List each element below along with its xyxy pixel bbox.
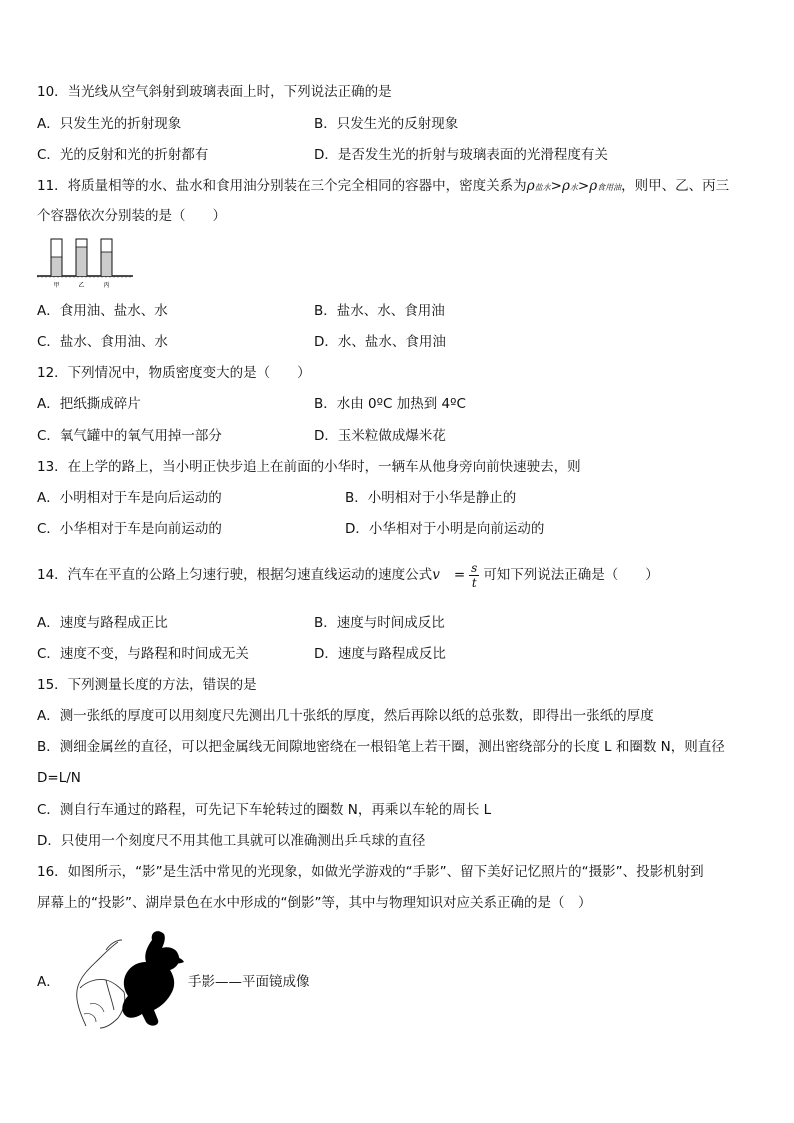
q14-option-a: A．速度与路程成正比 xyxy=(37,615,168,631)
q11-label-jia: 甲 xyxy=(53,282,60,289)
q13-option-d: D．小华相对于小明是向前运动的 xyxy=(345,521,545,537)
q14-stem: 14．汽车在平直的公路上匀速行驶，根据匀速直线运动的速度公式v = $\frac{s}{t}$ 可知下列说法正确是（ ） xyxy=(37,560,659,590)
q11-stem-line2: 个容器依次分别装的是（ ） xyxy=(37,208,226,224)
q14-option-b: B．速度与时间成反比 xyxy=(314,615,445,631)
q12-option-d: D．玉米粒做成爆米花 xyxy=(314,428,446,444)
q14-option-d: D．速度与路程成反比 xyxy=(314,646,446,662)
q14-fraction: $\frac{s}{t}$ xyxy=(471,560,478,590)
q13-stem: 13．在上学的路上，当小明正快步追上在前面的小华时，一辆车从他身旁向前快速驶去，则 xyxy=(37,459,581,475)
q11-option-c: C．盐水、食用油、水 xyxy=(37,334,168,350)
q15-option-d: D．只使用一个刻度尺不用其他工具就可以准确测出乒乓球的直径 xyxy=(37,833,426,849)
q16-option-a-caption: 手影——平面镜成像 xyxy=(188,974,310,990)
q13-option-c: C．小华相对于车是向前运动的 xyxy=(37,521,222,537)
q10-option-a: A．只发生光的折射现象 xyxy=(37,116,182,132)
q12-stem: 12．下列情况中，物质密度变大的是（ ） xyxy=(37,365,311,381)
q11-stem: 11．将质量相等的水、盐水和食用油分别装在三个完全相同的容器中，密度关系为ρ盐水>ρ水>ρ食用油，则甲、乙、丙三 xyxy=(37,178,730,194)
q10-option-c: C．光的反射和光的折射都有 xyxy=(37,147,209,163)
q15-option-b: B．测细金属丝的直径，可以把金属线无间隙地密绕在一根铅笔上若干圈，测出密绕部分的长度 L 和圈数 N，则直径 xyxy=(37,739,725,755)
hand-shadow-rabbit-image xyxy=(66,928,186,1030)
q11-containers-figure xyxy=(37,235,133,289)
q10-stem: 10．当光线从空气斜射到玻璃表面上时，下列说法正确的是 xyxy=(37,84,392,100)
q12-option-b: B．水由 0ºC 加热到 4ºC xyxy=(314,396,466,412)
q11-option-a: A．食用油、盐水、水 xyxy=(37,303,168,319)
q10-option-d: D．是否发生光的折射与玻璃表面的光滑程度有关 xyxy=(314,147,608,163)
q11-option-d: D．水、盐水、食用油 xyxy=(314,334,446,350)
q13-option-a: A．小明相对于车是向后运动的 xyxy=(37,490,222,506)
q16-stem-line2: 屏幕上的“投影”、湖岸景色在水中形成的“倒影”等，其中与物理知识对应关系正确的是（ ） xyxy=(37,895,592,911)
q14-option-c: C．速度不变，与路程和时间成无关 xyxy=(37,646,249,662)
q16-stem: 16．如图所示，“影”是生活中常见的光现象，如做光学游戏的“手影”、留下美好记忆照片的“摄影”、投影机射到 xyxy=(37,864,704,880)
q15-option-a: A．测一张纸的厚度可以用刻度尺先测出几十张纸的厚度，然后再除以纸的总张数，即得出一张纸的厚度 xyxy=(37,708,654,724)
q15-option-b-cont: D=L/N xyxy=(37,770,81,786)
q11-label-bing: 丙 xyxy=(103,282,110,289)
q11-label-yi: 乙 xyxy=(78,282,85,289)
q13-option-b: B．小明相对于小华是静止的 xyxy=(345,490,517,506)
q12-option-a: A．把纸撕成碎片 xyxy=(37,396,141,412)
q12-option-c: C．氧气罐中的氧气用掉一部分 xyxy=(37,428,222,444)
q15-stem: 15．下列测量长度的方法，错误的是 xyxy=(37,677,257,693)
q11-option-b: B．盐水、水、食用油 xyxy=(314,303,445,319)
q15-option-c: C．测自行车通过的路程，可先记下车轮转过的圈数 N，再乘以车轮的周长 L xyxy=(37,802,492,818)
q10-option-b: B．只发生光的反射现象 xyxy=(314,116,459,132)
q16-option-a-label: A． xyxy=(37,974,60,990)
